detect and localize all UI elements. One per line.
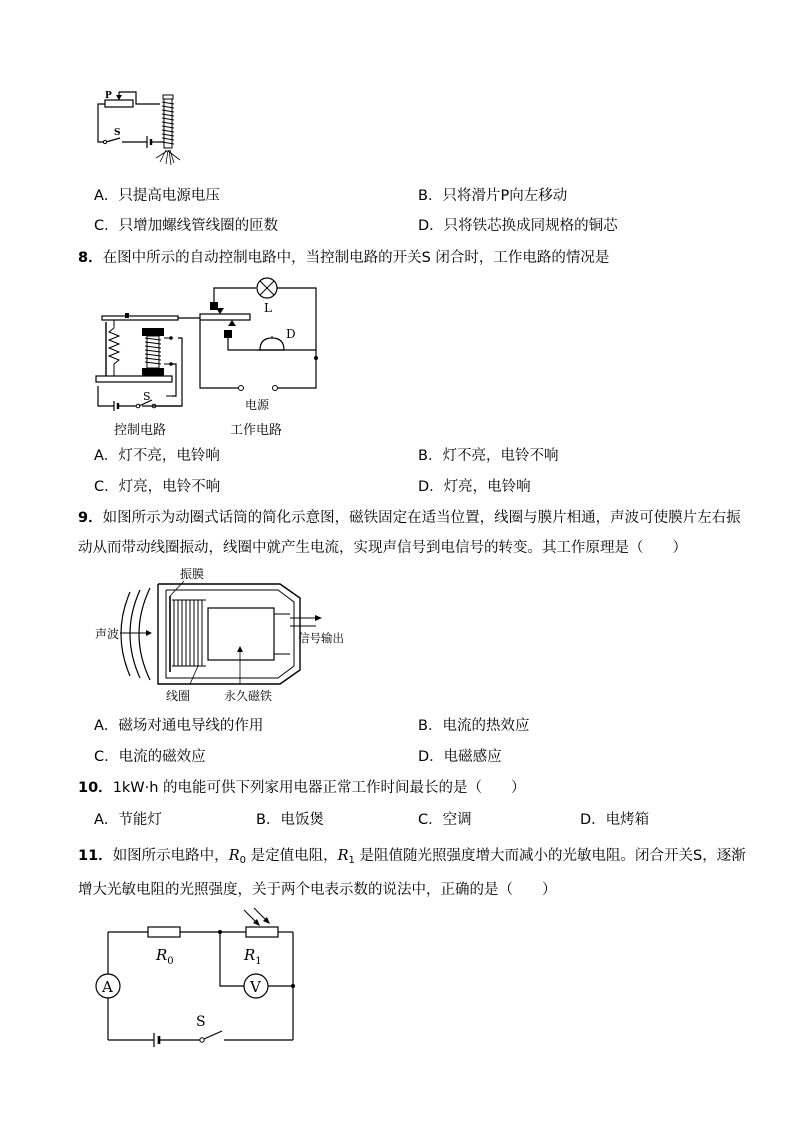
q8-option-b: B．灯不亮，电铃不响 (418, 448, 559, 464)
q9-option-c: C．电流的磁效应 (94, 749, 206, 765)
q9-label-sound: 声波 (95, 627, 120, 641)
q8-number: 8． (78, 250, 103, 266)
q11-r0-sub: 0 (239, 855, 246, 866)
q9-label-magnet: 永久磁铁 (224, 689, 273, 703)
q10-option-a: A．节能灯 (94, 812, 162, 828)
q11-fig-r0 (155, 946, 174, 967)
q9-stem-text-1: 如图所示为动圈式话筒的简化示意图，磁铁固定在适当位置，线圈与膜片相通，声波可使膜片左右振 (102, 510, 741, 526)
q8-label-l: L (264, 301, 272, 315)
q10-option-b: B．电饭煲 (256, 812, 324, 828)
q7-option-c: C．只增加螺线管线圈的匝数 (94, 218, 279, 234)
q9-option-b: B．电流的热效应 (418, 718, 530, 734)
q10-option-d: D．电烤箱 (580, 812, 650, 828)
q7-option-d: D．只将铁芯换成同规格的铜芯 (418, 218, 618, 234)
q11-circuit-figure (92, 906, 306, 1052)
q8-option-d: D．灯亮，电铃响 (418, 479, 531, 495)
q10-number: 10． (78, 780, 113, 796)
q9-label-signal: 信号输出 (298, 631, 344, 645)
q11-stem-line1 (78, 846, 746, 871)
q7-label-s: S (114, 128, 121, 138)
q9-microphone-figure (90, 566, 360, 706)
q10-stem-text: 1kW·h 的电能可供下列家用电器正常工作时间最长的是（ ） (112, 780, 526, 796)
q11-number: 11． (78, 848, 113, 864)
q8-label-s: S (143, 390, 151, 403)
q9-number: 9． (78, 510, 103, 526)
q9-option-d: D．电磁感应 (418, 749, 502, 765)
q11-fig-v: V (250, 978, 261, 996)
q11-fig-r0-letter: R (156, 946, 168, 964)
q11-fig-r1-letter: R (244, 946, 256, 964)
q8-relay-circuit-figure (92, 276, 332, 440)
q9-label-membrane: 振膜 (180, 567, 205, 581)
q7-circuit-figure (92, 84, 192, 166)
q9-option-a: A．磁场对通电导线的作用 (94, 718, 264, 734)
q11-fig-r1-sub: 1 (255, 956, 262, 967)
q11-stem-line2: 增大光敏电阻的光照强度，关于两个电表示数的说法中，正确的是（ ） (78, 882, 557, 898)
q11-fig-r1 (243, 946, 262, 967)
q11-r1-symbol: R (337, 848, 349, 864)
q8-label-d: D (286, 327, 296, 341)
q9-stem-line1 (78, 508, 741, 528)
q9-stem-line2: 动从而带动线圈振动，线圈中就产生电流，实现声信号到电信号的转变。其工作原理是（ ） (78, 540, 687, 556)
q7-option-a: A．只提高电源电压 (94, 188, 220, 204)
q8-label-power: 电源 (245, 398, 270, 412)
q7-option-b: B．只将滑片P向左移动 (418, 188, 568, 204)
q8-option-c: C．灯亮，电铃不响 (94, 479, 221, 495)
q8-stem (78, 248, 609, 268)
q8-caption-control: 控制电路 (114, 423, 167, 438)
q11-fig-r0-sub: 0 (167, 956, 174, 967)
q11-r0-symbol: R (228, 848, 240, 864)
q11-fig-s: S (196, 1014, 206, 1030)
q8-stem-text: 在图中所示的自动控制电路中，当控制电路的开关S 闭合时，工作电路的情况是 (102, 250, 610, 266)
q11-stem-mid: 是定值电阻， (245, 848, 338, 864)
q8-caption-work: 工作电路 (230, 423, 283, 438)
q10-option-c: C．空调 (418, 812, 472, 828)
q11-fig-a: A (102, 978, 113, 996)
q10-stem (78, 778, 526, 798)
q11-r1-sub: 1 (348, 855, 355, 866)
q9-label-coil: 线圈 (166, 689, 191, 703)
q8-option-a: A．灯不亮，电铃响 (94, 448, 220, 464)
q11-stem-pre: 如图所示电路中， (112, 848, 229, 864)
q7-label-p: P (105, 91, 112, 101)
q11-stem-post: 是阻值随光照强度增大而减小的光敏电阻。闭合开关S，逐渐 (354, 848, 746, 864)
